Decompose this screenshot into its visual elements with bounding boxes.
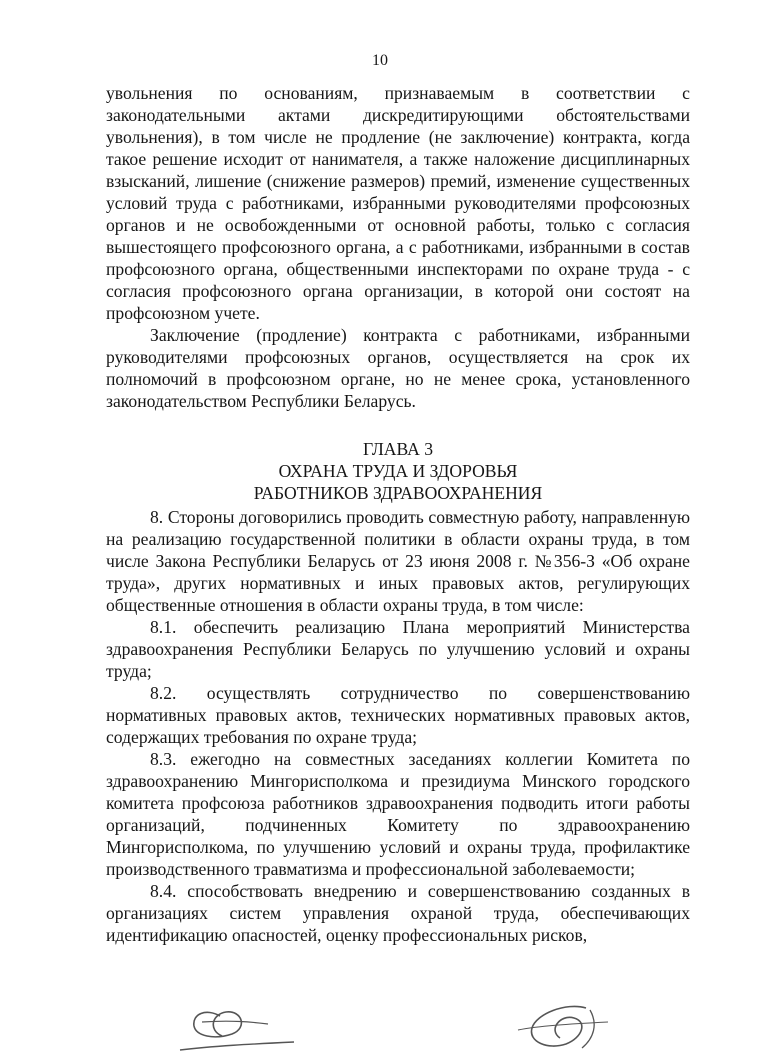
signature-left-icon <box>172 1000 322 1058</box>
paragraph-continuation: увольнения по основаниям, признаваемым в соответствии с законодательными актами дискредитирующими обстоятельствами увольнения), в том числе не продление (не заключение) контракта, когда такое решение исходит от нанимателя, а также наложение дисциплинарных взысканий, лишение (снижение размеров) премий, изменение существенных условий труда с работниками, избранными руководителями профсоюзных органов и не освобожденными от основной работы, только с согласия вышестоящего профсоюзного органа, а с работниками, избранными в состав профсоюзного органа, общественными инспекторами по охране труда - с согласия профсоюзного органа организации, в которой они состоят на профсоюзном учете. <box>106 83 690 323</box>
clause-8-4: 8.4. способствовать внедрению и совершенствованию созданных в организациях систем управления охраной труда, обеспечивающих идентификацию опасностей, оценку профессиональных рисков, <box>106 881 690 945</box>
page-number: 10 <box>372 52 388 69</box>
clause-8: 8. Стороны договорились проводить совместную работу, направленную на реализацию государственной политики в области охраны труда, в том числе Закона Республики Беларусь от 23 июня 2008 г. №356-З «Об охране труда», других нормативных и иных правовых актов, регулирующих общественные отношения в области охраны труда, в том числе: <box>106 507 690 615</box>
chapter-title-line-2: РАБОТНИКОВ ЗДРАВООХРАНЕНИЯ <box>253 483 543 503</box>
clause-8-3: 8.3. ежегодно на совместных заседаниях коллегии Комитета по здравоохранению Мингорисполкома и президиума Минского городского комитета профсоюза работников здравоохранения подводить итоги работы организаций, подчиненных Комитету по здравоохранению Мингорисполкома, по улучшению условий и охраны труда, профилактике производственного травматизма и профессиональной заболеваемости; <box>106 749 690 879</box>
clause-8-1: 8.1. обеспечить реализацию Плана мероприятий Министерства здравоохранения Республики Беларусь по улучшению условий и охраны труда; <box>106 617 690 681</box>
clause-8-2: 8.2. осуществлять сотрудничество по совершенствованию нормативных правовых актов, технических нормативных правовых актов, содержащих требования по охране труда; <box>106 683 690 747</box>
page-body <box>106 82 690 946</box>
chapter-title-line-1: ОХРАНА ТРУДА И ЗДОРОВЬЯ <box>278 461 518 481</box>
chapter-number: ГЛАВА 3 <box>362 439 433 459</box>
signature-right-icon <box>508 1000 628 1058</box>
paragraph-contract-extension: Заключение (продление) контракта с работниками, избранными руководителями профсоюзных органов, осуществляется на срок их полномочий в профсоюзном органе, но не менее срока, установленного законодательством Республики Беларусь. <box>106 325 690 411</box>
chapter-heading <box>106 438 690 504</box>
